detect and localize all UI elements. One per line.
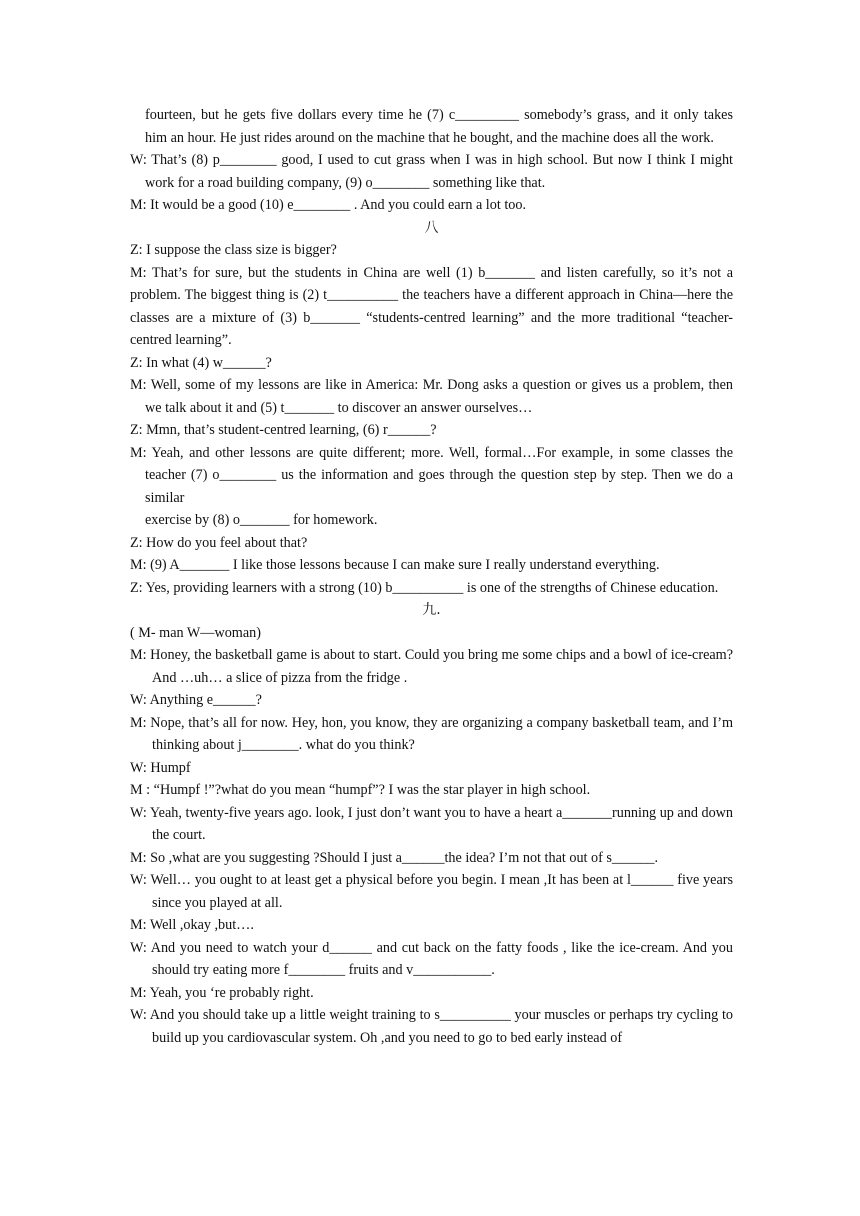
text-line: fourteen, but he gets five dollars every time he (7) c_________ somebody’s grass, and it only takes him an hour. He just rides around on the machine that he bought, and the machine does all the work.	[145, 107, 733, 146]
text-line: M: Well, some of my lessons are like in America: Mr. Dong asks a question or gives us a problem, then we talk about it and (5) t_______ to discover an answer ourselves…	[130, 377, 733, 416]
text-line: M: So ,what are you suggesting ?Should I just a______the idea? I’m not that out of s______.	[130, 849, 659, 866]
text-line: Z: I suppose the class size is bigger?	[130, 242, 337, 258]
text-line: M: Yeah, and other lessons are quite different; more. Well, formal…For example, in some classes the teacher (7) o________ us the information and goes through the question step by step. Then we do a similar	[130, 444, 733, 506]
text-line: exercise by (8) o_______ for homework.	[145, 512, 378, 528]
text-line: M: (9) A_______ I like those lessons because I can make sure I really understand everything.	[130, 557, 660, 573]
text-line: M: Honey, the basketball game is about to start. Could you bring me some chips and a bowl of ice-cream? And …uh… a slice of pizza from the fridge .	[130, 647, 733, 686]
section-heading: 八	[424, 219, 439, 236]
text-line: M: Well ,okay ,but….	[130, 917, 254, 933]
section-heading: 九.	[422, 602, 441, 618]
text-line: Z: Yes, providing learners with a strong (10) b__________ is one of the strengths of Chinese education.	[130, 579, 719, 596]
text-line: M : “Humpf !”?what do you mean “humpf”? I was the star player in high school.	[130, 782, 591, 798]
text-line: W: Humpf	[130, 759, 191, 776]
document-page	[130, 104, 733, 1049]
text-line: M: It would be a good (10) e________ . And you could earn a lot too.	[130, 197, 527, 213]
text-line: M: That’s for sure, but the students in China are well (1) b_______ and listen carefully, so it’s not a problem. The biggest thing is (2) t__________ the teachers have a different approach in China—here the classes are a mixture of (3) b_______ “students-centred learning” and the more traditional “teacher-centred learning”.	[130, 264, 733, 348]
text-line: Z: Mmn, that’s student-centred learning, (6) r______?	[130, 422, 437, 438]
text-line: W: Anything e______?	[130, 692, 262, 708]
text-line: W: Well… you ought to at least get a physical before you begin. I mean ,It has been at l______ five years since you played at all.	[130, 872, 733, 911]
text-line: W: Yeah, twenty-five years ago. look, I just don’t want you to have a heart a_______running up and down the court.	[130, 804, 733, 843]
text-line: Z: How do you feel about that?	[130, 534, 308, 551]
text-line: M: Yeah, you ‘re probably right.	[130, 984, 314, 1001]
text-line: M: Nope, that’s all for now. Hey, hon, you know, they are organizing a company basketball team, and I’m thinking about j________. what do you think?	[130, 714, 733, 753]
text-line: ( M- man W—woman)	[130, 624, 261, 641]
text-line: W: And you need to watch your d______ and cut back on the fatty foods , like the ice-cream. And you should try eating more f________ fruits and v___________.	[130, 939, 733, 978]
text-line: Z: In what (4) w______?	[130, 354, 272, 371]
text-line: W: That’s (8) p________ good, I used to cut grass when I was in high school. But now I think I might work for a road building company, (9) o________ something like that.	[130, 152, 733, 191]
text-line: W: And you should take up a little weight training to s__________ your muscles or perhaps try cycling to build up you cardiovascular system. Oh ,and you need to go to bed early instead of	[130, 1007, 733, 1046]
